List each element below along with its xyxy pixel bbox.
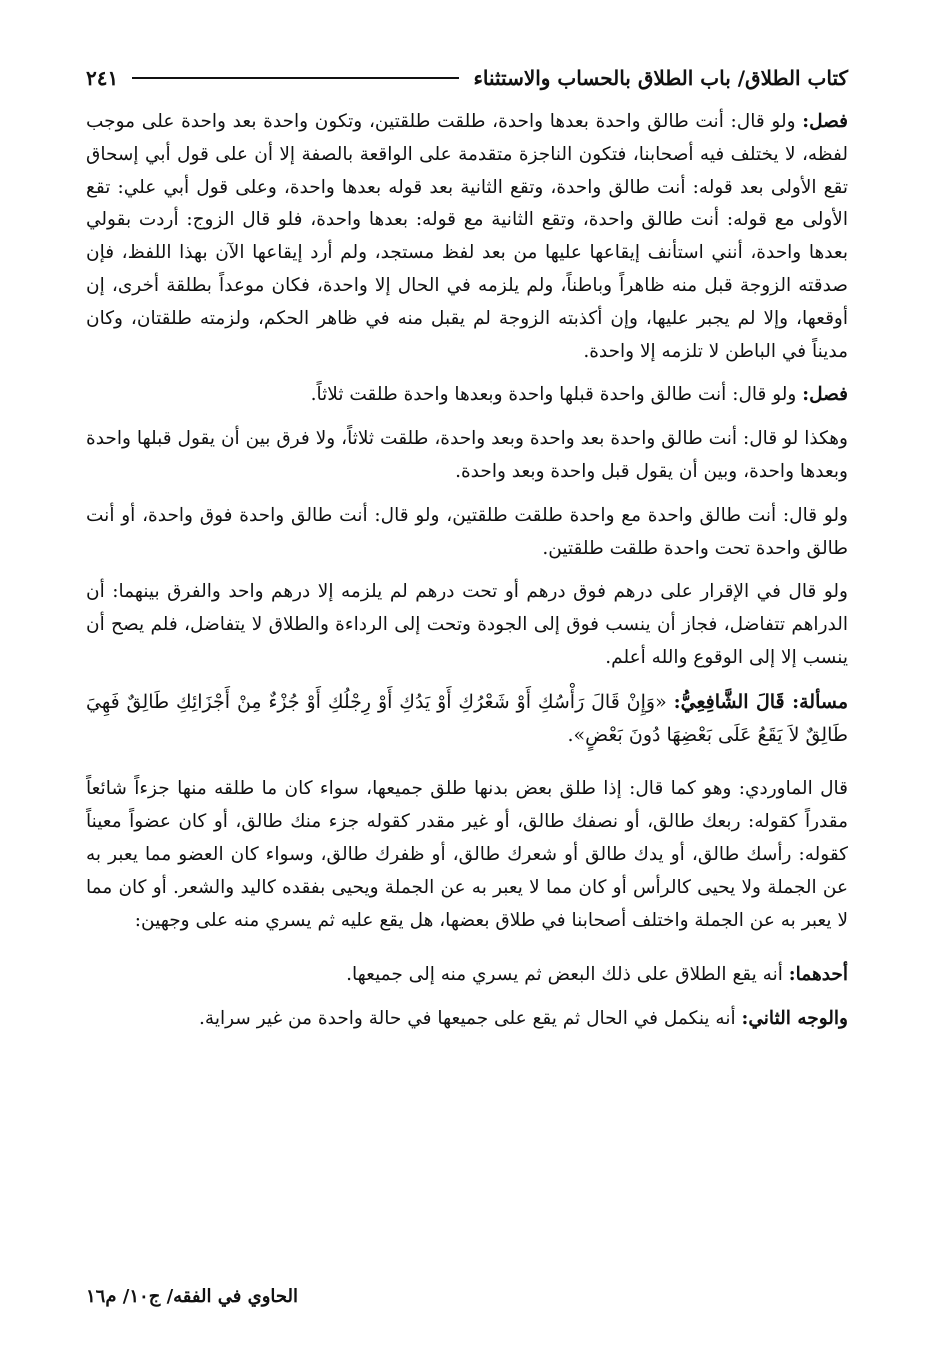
paragraph-text: ولو قال في الإقرار على درهم فوق درهم أو تحت درهم لم يلزمه إلا درهم واحد والفرق بينهما: أن الدراهم تتفاضل، فجاز أن ينسب فوق إلى الجودة وتحت إلى الرداءة والطلاق لا يتفاضل، فلم يصح أن ينسب إلا إلى الوقوع والله أعلم. bbox=[86, 581, 848, 668]
paragraph-two-divorces bbox=[86, 500, 848, 566]
paragraph-fasl-2 bbox=[86, 379, 848, 412]
paragraph-text: أنه يقع الطلاق على ذلك البعض ثم يسري منه إلى جميعها. bbox=[346, 964, 789, 986]
chapter-title: كتاب الطلاق/ باب الطلاق بالحساب والاستثناء bbox=[473, 66, 848, 90]
page-footer bbox=[86, 1286, 848, 1326]
paragraph-lead: أحدهما: bbox=[788, 964, 848, 986]
paragraph-first-view bbox=[86, 959, 848, 992]
paragraph-text: قال الماوردي: وهو كما قال: إذا طلق بعض بدنها طلق جميعها، سواء كان ما طلقه منها جزءاً شائعاً مقدراً كقوله: ربعك طالق، أو نصفك طالق، أو غير مقدر كقوله جزء منك طالق، أو كان عضواً معيناً كقوله: رأسك طالق، أو يدك طالق أو شعرك طالق، أو ظفرك طالق، وسواء كان العضو مما يعبر به عن الجملة ولا يحيى كالرأس أو كان مما لا يعبر به عن الجملة ويحيى بفقده كاليد والشعر. أو كان مما لا يعبر به عن الجملة واختلف أصحابنا في طلاق بعضها، هل يقع عليه ثم يسري منه على وجهين: bbox=[86, 778, 848, 931]
paragraph-lead: فصل: bbox=[802, 111, 848, 132]
paragraph-dirham bbox=[86, 576, 848, 674]
paragraph-masala bbox=[86, 686, 848, 752]
paragraph-lead: والوجه الثاني: bbox=[741, 1008, 848, 1030]
header-rule bbox=[132, 77, 459, 79]
paragraph-lead: فصل: bbox=[802, 384, 848, 406]
paragraph-text: «وَإِنْ قَالَ رَأْسُكِ أَوْ شَعْرُكِ أَوْ يَدُكِ أَوْ رِجْلُكِ أَوْ جُزْءٌ مِنْ أَجْزَائِكِ طَالِقٌ فَهِيَ طَالِقٌ لاَ يَقَعُ عَلَى بَعْضِهَا دُونَ بَعْضٍ». bbox=[86, 690, 848, 746]
paragraph-text: أنه ينكمل في الحال ثم يقع على جميعها في حالة واحدة من غير سراية. bbox=[199, 1008, 742, 1030]
volume-reference: الحاوي في الفقه/ ج١٠/ م١٦ bbox=[86, 1286, 299, 1307]
paragraph-fasl-1 bbox=[86, 106, 848, 368]
paragraph-text: وهكذا لو قال: أنت طالق واحدة بعد واحدة وبعد واحدة، طلقت ثلاثاً، ولا فرق بين أن يقول قبلها واحدة وبعدها واحدة، وبين أن يقول قبل واحدة وبعد واحدة. bbox=[86, 428, 848, 482]
paragraph-text: ولو قال: أنت طالق واحدة بعدها واحدة، طلقت طلقتين، وتكون واحدة بعد واحدة على موجب لفظه، لا يختلف فيه أصحابنا، فتكون الناجزة متقدمة على الواقعة بالصفة إلا أن على قول أبي إسحاق تقع الأولى بعد قوله: أنت طالق واحدة، وتقع الثانية بعد قوله بعدها واحدة، وعلى قول أبي علي: تقع الأولى مع قوله: أنت طالق واحدة، وتقع الثانية مع قوله: بعدها واحدة، فلو قال الزوج: أردت بقولي بعدها واحدة، أنني استأنف إيقاعها عليها من بعد لفظ مستجد، ولم أرد إيقاعها الآن بهذا اللفظ، فإن صدقته الزوجة قبل منه ظاهراً وباطناً، ولم يلزمه في الحال إلا واحدة، فكان موعداً بطلقة أخرى، إن أوقعها، وإلا لم يجبر عليها، وإن أكذبته الزوجة لم يقبل منه في ظاهر الحكم، ولزمته طلقتان، وكان مديناً في الباطن لا تلزمه إلا واحدة. bbox=[86, 111, 848, 362]
paragraph-second-view bbox=[86, 1003, 848, 1036]
paragraph-lead: مسألة: قَالَ الشَّافِعِيُّ: bbox=[673, 690, 848, 713]
paragraph-text: ولو قال: أنت طالق واحدة مع واحدة طلقت طلقتين، ولو قال: أنت طالق واحدة فوق واحدة، أو أنت طالق واحدة تحت واحدة طلقت طلقتين. bbox=[86, 504, 848, 559]
page-number: ٢٤١ bbox=[86, 66, 119, 90]
running-header bbox=[86, 58, 848, 98]
paragraph-mawardi bbox=[86, 773, 848, 937]
body-text bbox=[86, 106, 848, 1276]
paragraph-three-divorces bbox=[86, 423, 848, 489]
paragraph-text: ولو قال: أنت طالق واحدة قبلها واحدة وبعدها واحدة طلقت ثلاثاً. bbox=[310, 384, 803, 406]
